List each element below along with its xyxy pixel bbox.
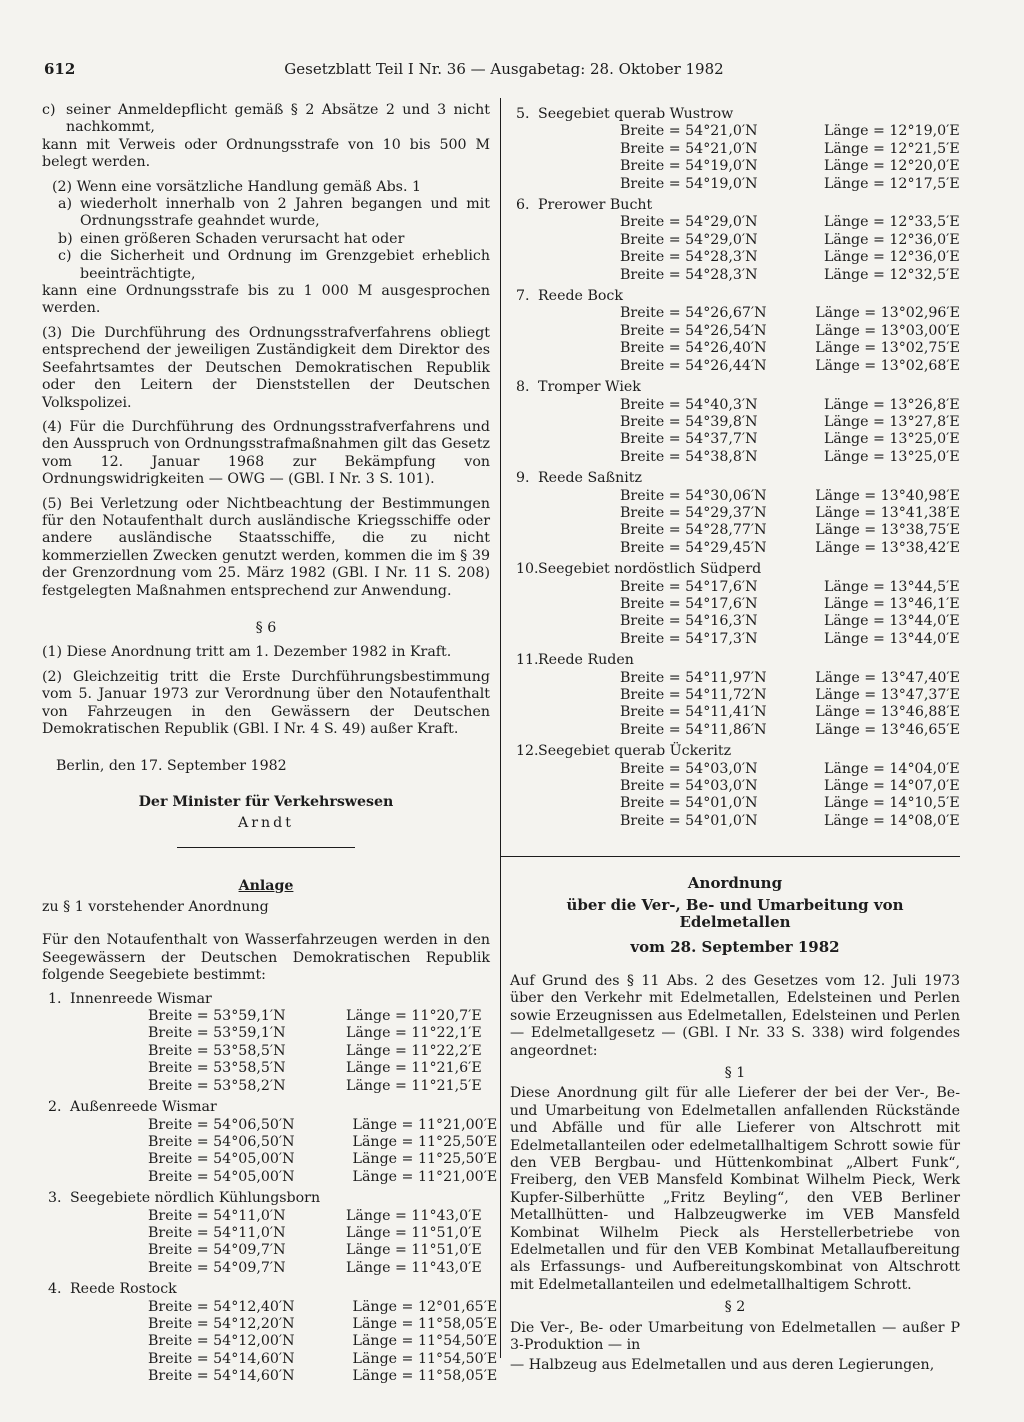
latitude-cell: Breite = 54°29,0′N bbox=[620, 231, 758, 248]
table-row bbox=[510, 761, 960, 778]
table-row bbox=[510, 323, 960, 340]
paragraph: Auf Grund des § 11 Abs. 2 des Gesetzes vom 12. Juli 1973 über den Verkehr mit Edelmetallen, Edelsteinen und Perlen sowie Erzeugnissen aus Edelmetallen, Edelsteinen und Perlen — Edelmetallgesetz — (GBl. I Nr. 33 S. 338) wird folgendes angeordnet: bbox=[510, 972, 960, 1059]
table-row bbox=[42, 1242, 490, 1259]
latitude-cell: Breite = 54°28,77′N bbox=[620, 522, 767, 539]
longitude-cell: Länge = 13°47,37′E bbox=[815, 687, 960, 703]
longitude-cell: Länge = 11°21,00′E bbox=[352, 1116, 498, 1133]
longitude-cell: Länge = 11°21,6′E bbox=[346, 1060, 482, 1077]
paragraph: kann mit Verweis oder Ordnungsstrafe von 10 bis 500 M belegt werden. bbox=[42, 136, 490, 171]
latitude-cell: Breite = 54°01,0′N bbox=[620, 795, 758, 812]
sea-area-name: Prerower Bucht bbox=[538, 197, 653, 214]
latitude-cell: Breite = 54°17,6′N bbox=[620, 595, 758, 612]
table-row bbox=[510, 631, 960, 648]
sea-area-number: 11. bbox=[516, 652, 539, 669]
longitude-cell: Länge = 11°25,50′E bbox=[352, 1151, 498, 1168]
page-number: 612 bbox=[44, 60, 76, 78]
anordnung-date: vom 28. September 1982 bbox=[630, 938, 840, 957]
table-row bbox=[510, 488, 960, 505]
latitude-cell: Breite = 54°11,86′N bbox=[620, 721, 767, 738]
place-date: Berlin, den 17. September 1982 bbox=[56, 758, 287, 775]
sea-area-name: Innenreede Wismar bbox=[70, 990, 212, 1007]
sea-area-title bbox=[510, 743, 960, 760]
longitude-cell: Länge = 12°20,0′E bbox=[824, 158, 960, 175]
table-row bbox=[510, 522, 960, 539]
table-row bbox=[42, 1351, 497, 1368]
longitude-cell: Länge = 14°07,0′E bbox=[824, 778, 960, 795]
longitude-cell: Länge = 13°03,00′E bbox=[815, 322, 960, 339]
table-row bbox=[510, 305, 960, 322]
longitude-cell: Länge = 13°27,8′E bbox=[824, 413, 960, 430]
latitude-cell: Breite = 54°11,0′N bbox=[148, 1207, 286, 1224]
sea-area-name: Reede Rostock bbox=[70, 1281, 177, 1298]
latitude-cell: Breite = 54°16,3′N bbox=[620, 613, 758, 630]
paragraph: (2) Gleichzeitig tritt die Erste Durchführungsbestimmung vom 5. Januar 1973 zur Verordnung über den Notaufenthalt von Fahrzeugen in den Gewässern der Deutschen Demokratischen Republik (GBl. I Nr. 4 S. 49) außer Kraft. bbox=[42, 668, 490, 737]
latitude-cell: Breite = 54°09,7′N bbox=[148, 1259, 286, 1276]
longitude-cell: Länge = 12°21,5′E bbox=[824, 140, 960, 157]
table-row bbox=[510, 123, 960, 140]
longitude-cell: Länge = 11°22,2′E bbox=[346, 1042, 482, 1059]
table-row bbox=[42, 1225, 490, 1242]
item-label: b) bbox=[58, 230, 73, 247]
coordinate-table bbox=[42, 1299, 497, 1386]
longitude-cell: Länge = 12°19,0′E bbox=[824, 123, 960, 140]
sea-area-title bbox=[510, 197, 960, 214]
longitude-cell: Länge = 13°25,0′E bbox=[824, 448, 960, 465]
sea-area-number: 5. bbox=[516, 106, 530, 122]
longitude-cell: Länge = 13°02,68′E bbox=[815, 357, 960, 374]
longitude-cell: Länge = 14°10,5′E bbox=[824, 795, 960, 812]
longitude-cell: Länge = 13°38,75′E bbox=[815, 522, 960, 539]
latitude-cell: Breite = 54°37,7′N bbox=[620, 431, 758, 448]
table-row bbox=[42, 1060, 490, 1077]
anordnung-title: Anordnung bbox=[687, 874, 783, 893]
table-row bbox=[510, 813, 960, 830]
table-row bbox=[510, 722, 960, 739]
section-heading: § 2 bbox=[724, 1299, 746, 1316]
latitude-cell: Breite = 54°17,3′N bbox=[620, 630, 758, 647]
sea-area-number: 10. bbox=[516, 561, 539, 578]
table-row bbox=[510, 579, 960, 596]
paragraph: (5) Bei Verletzung oder Nichtbeachtung der Bestimmungen für den Notaufenthalt durch ausländische Kriegsschiffe oder andere ausländische Staatsschiffe, die zu nicht kommerziellen Zwecken genutzt werden, kommen die im § 39 der Grenzordnung vom 25. März 1982 (GBl. I Nr. 11 S. 208) festgelegten Maßnahmen entsprechend zur Anwendung. bbox=[42, 495, 490, 599]
sea-area-name: Tromper Wiek bbox=[538, 379, 641, 396]
separator-rule bbox=[177, 847, 355, 848]
list-item bbox=[42, 196, 490, 231]
longitude-cell: Länge = 11°54,50′E bbox=[352, 1333, 498, 1350]
table-row bbox=[510, 540, 960, 557]
list-item: c) seiner Anmeldepflicht gemäß § 2 Absätze 2 und 3 nicht nachkommt, bbox=[42, 102, 490, 136]
longitude-cell: Länge = 13°02,75′E bbox=[815, 340, 960, 357]
sea-area-name: Seegebiet querab Wustrow bbox=[538, 106, 734, 122]
table-row bbox=[42, 1117, 497, 1134]
latitude-cell: Breite = 54°29,37′N bbox=[620, 504, 767, 521]
table-row bbox=[42, 1208, 490, 1225]
longitude-cell: Länge = 11°58,05′E bbox=[352, 1315, 498, 1332]
latitude-cell: Breite = 54°19,0′N bbox=[620, 158, 758, 175]
latitude-cell: Breite = 54°11,0′N bbox=[148, 1224, 286, 1241]
longitude-cell: Länge = 11°51,0′E bbox=[346, 1242, 482, 1259]
latitude-cell: Breite = 54°14,60′N bbox=[148, 1350, 295, 1367]
list-item: — Halbzeug aus Edelmetallen und aus deren Legierungen, bbox=[510, 1357, 935, 1374]
table-row bbox=[42, 1134, 497, 1151]
sea-area-name: Seegebiet nordöstlich Südperd bbox=[538, 561, 762, 578]
table-row bbox=[42, 1025, 490, 1042]
table-row bbox=[510, 596, 960, 613]
sea-area-title bbox=[42, 1281, 490, 1298]
item-text: die Sicherheit und Ordnung im Grenzgebiet erheblich beeinträchtigte, bbox=[80, 248, 490, 282]
section-heading: § 1 bbox=[724, 1064, 746, 1081]
areas-list-left bbox=[42, 990, 498, 1386]
para2-items bbox=[42, 196, 490, 283]
latitude-cell: Breite = 54°26,67′N bbox=[620, 305, 767, 322]
sea-area-number: 2. bbox=[48, 1099, 62, 1116]
sea-area-title bbox=[42, 1099, 490, 1116]
table-row bbox=[510, 232, 960, 249]
table-row bbox=[42, 1368, 497, 1385]
table-row bbox=[510, 141, 960, 158]
longitude-cell: Länge = 13°26,8′E bbox=[824, 396, 960, 413]
sea-area-number: 7. bbox=[516, 288, 530, 305]
coordinate-table bbox=[42, 1008, 490, 1095]
item-text: wiederholt innerhalb von 2 Jahren begangen und mit Ordnungsstrafe geahndet wurde, bbox=[80, 196, 490, 230]
sea-area-number: 12. bbox=[516, 743, 539, 760]
coordinate-table bbox=[42, 1208, 490, 1278]
sea-area-title bbox=[42, 991, 490, 1008]
longitude-cell: Länge = 12°01,65′E bbox=[352, 1298, 498, 1315]
longitude-cell: Länge = 13°02,96′E bbox=[815, 305, 960, 322]
sea-area-name: Seegebiet querab Ückeritz bbox=[538, 743, 732, 760]
coordinate-table bbox=[510, 123, 960, 193]
table-row bbox=[510, 704, 960, 721]
sea-area-title bbox=[510, 379, 960, 396]
item-text: einen größeren Schaden verursacht hat oder bbox=[80, 230, 405, 247]
paragraph: (2) Wenn eine vorsätzliche Handlung gemäß Abs. 1 bbox=[52, 178, 421, 195]
longitude-cell: Länge = 13°38,42′E bbox=[815, 539, 960, 556]
sea-area-number: 6. bbox=[516, 197, 530, 214]
paragraph: (1) Diese Anordnung tritt am 1. Dezember 1982 in Kraft. bbox=[42, 644, 452, 661]
latitude-cell: Breite = 54°30,06′N bbox=[620, 487, 767, 504]
longitude-cell: Länge = 11°58,05′E bbox=[352, 1368, 498, 1385]
latitude-cell: Breite = 54°26,54′N bbox=[620, 322, 767, 339]
latitude-cell: Breite = 53°59,1′N bbox=[148, 1025, 286, 1042]
latitude-cell: Breite = 54°12,00′N bbox=[148, 1333, 295, 1350]
latitude-cell: Breite = 54°28,3′N bbox=[620, 266, 758, 283]
paragraph: kann eine Ordnungsstrafe bis zu 1 000 M ausgesprochen werden. bbox=[42, 283, 490, 317]
table-row bbox=[42, 1151, 497, 1168]
table-row bbox=[510, 214, 960, 231]
longitude-cell: Länge = 11°43,0′E bbox=[346, 1259, 482, 1276]
sea-area-name: Reede Ruden bbox=[538, 652, 634, 669]
longitude-cell: Länge = 13°46,65′E bbox=[815, 721, 960, 738]
latitude-cell: Breite = 54°05,00′N bbox=[148, 1151, 295, 1168]
longitude-cell: Länge = 13°46,1′E bbox=[824, 595, 960, 612]
latitude-cell: Breite = 54°29,0′N bbox=[620, 214, 758, 231]
list-item bbox=[42, 231, 490, 248]
table-row bbox=[510, 670, 960, 687]
latitude-cell: Breite = 54°26,40′N bbox=[620, 340, 767, 357]
table-row bbox=[510, 267, 960, 284]
table-row bbox=[42, 1078, 490, 1095]
sea-area-title bbox=[510, 106, 960, 123]
longitude-cell: Länge = 13°46,88′E bbox=[815, 704, 960, 721]
longitude-cell: Länge = 13°44,5′E bbox=[824, 578, 960, 595]
sea-area-number: 4. bbox=[48, 1281, 62, 1298]
table-row bbox=[510, 613, 960, 630]
areas-list-right bbox=[510, 106, 960, 830]
column-divider bbox=[500, 98, 501, 1358]
latitude-cell: Breite = 54°11,72′N bbox=[620, 687, 767, 703]
table-row bbox=[510, 687, 960, 704]
latitude-cell: Breite = 53°58,2′N bbox=[148, 1077, 286, 1094]
sea-area-title bbox=[510, 561, 960, 578]
latitude-cell: Breite = 54°01,0′N bbox=[620, 812, 758, 829]
sea-area-number: 9. bbox=[516, 470, 530, 487]
table-row bbox=[42, 1043, 490, 1060]
coordinate-table bbox=[510, 397, 960, 467]
right-column bbox=[510, 102, 960, 1375]
latitude-cell: Breite = 54°17,6′N bbox=[620, 578, 758, 595]
longitude-cell: Länge = 13°47,40′E bbox=[815, 669, 960, 686]
longitude-cell: Länge = 12°32,5′E bbox=[824, 266, 960, 283]
latitude-cell: Breite = 54°11,41′N bbox=[620, 704, 767, 721]
longitude-cell: Länge = 11°21,00′E bbox=[352, 1168, 498, 1185]
table-row bbox=[510, 176, 960, 193]
table-row bbox=[510, 358, 960, 375]
table-row bbox=[42, 1333, 497, 1350]
sea-area-title bbox=[42, 1190, 490, 1207]
coordinate-table bbox=[510, 670, 960, 740]
longitude-cell: Länge = 11°51,0′E bbox=[346, 1224, 482, 1241]
table-row bbox=[510, 795, 960, 812]
table-row bbox=[510, 449, 960, 466]
sea-area-name: Reede Bock bbox=[538, 288, 623, 305]
longitude-cell: Länge = 12°17,5′E bbox=[824, 175, 960, 192]
table-row bbox=[42, 1260, 490, 1277]
table-row bbox=[510, 778, 960, 795]
latitude-cell: Breite = 54°03,0′N bbox=[620, 778, 758, 795]
paragraph: (3) Die Durchführung des Ordnungsstrafverfahrens obliegt entsprechend der jeweiligen Zuständigkeit dem Direktor des Seefahrtsamtes der Deutschen Demokratischen Republik oder den Leitern der Dienststellen der Deutschen Volkspolizei. bbox=[42, 324, 490, 411]
latitude-cell: Breite = 53°58,5′N bbox=[148, 1060, 286, 1077]
latitude-cell: Breite = 54°06,50′N bbox=[148, 1133, 295, 1150]
longitude-cell: Länge = 12°36,0′E bbox=[824, 231, 960, 248]
latitude-cell: Breite = 54°19,0′N bbox=[620, 175, 758, 192]
longitude-cell: Länge = 13°40,98′E bbox=[815, 487, 960, 504]
latitude-cell: Breite = 54°14,60′N bbox=[148, 1368, 295, 1385]
table-row bbox=[510, 397, 960, 414]
latitude-cell: Breite = 54°05,00′N bbox=[148, 1168, 295, 1185]
longitude-cell: Länge = 11°54,50′E bbox=[352, 1350, 498, 1367]
coordinate-table bbox=[510, 214, 960, 284]
latitude-cell: Breite = 54°21,0′N bbox=[620, 140, 758, 157]
longitude-cell: Länge = 14°08,0′E bbox=[824, 812, 960, 829]
longitude-cell: Länge = 13°44,0′E bbox=[824, 613, 960, 630]
anordnung-subtitle: über die Ver-, Be- und Umarbeitung von Edelmetallen bbox=[566, 895, 904, 932]
longitude-cell: Länge = 13°41,38′E bbox=[815, 504, 960, 521]
table-row bbox=[510, 340, 960, 357]
latitude-cell: Breite = 54°09,7′N bbox=[148, 1242, 286, 1259]
paragraph: (4) Für die Durchführung des Ordnungsstrafverfahrens und den Ausspruch von Ordnungsstrafmaßnahmen gilt das Gesetz vom 12. Januar 1968 zur Bekämpfung von Ordnungswidrigkeiten — OWG — (GBl. I Nr. 3 S. 101). bbox=[42, 418, 490, 488]
coordinate-table bbox=[42, 1117, 497, 1187]
latitude-cell: Breite = 54°38,8′N bbox=[620, 448, 758, 465]
sea-area-title bbox=[510, 652, 960, 669]
longitude-cell: Länge = 11°21,5′E bbox=[346, 1077, 482, 1094]
latitude-cell: Breite = 54°40,3′N bbox=[620, 396, 758, 413]
longitude-cell: Länge = 11°43,0′E bbox=[346, 1207, 482, 1224]
latitude-cell: Breite = 54°06,50′N bbox=[148, 1116, 295, 1133]
item-label: c) bbox=[58, 248, 72, 265]
latitude-cell: Breite = 54°26,44′N bbox=[620, 357, 767, 374]
anlage-subtitle: zu § 1 vorstehender Anordnung bbox=[42, 899, 269, 916]
longitude-cell: Länge = 11°20,7′E bbox=[346, 1008, 482, 1025]
table-row bbox=[42, 1008, 490, 1025]
table-row bbox=[510, 414, 960, 431]
gazette-title: Gesetzblatt Teil I Nr. 36 — Ausgabetag: 28. Oktober 1982 bbox=[284, 60, 724, 78]
longitude-cell: Länge = 13°44,0′E bbox=[824, 630, 960, 647]
item-label: a) bbox=[58, 196, 72, 213]
latitude-cell: Breite = 53°58,5′N bbox=[148, 1042, 286, 1059]
latitude-cell: Breite = 54°03,0′N bbox=[620, 760, 758, 777]
anlage-title: Anlage bbox=[238, 877, 294, 894]
list-item bbox=[42, 248, 490, 283]
sea-area-number: 3. bbox=[48, 1190, 62, 1207]
page-header bbox=[44, 60, 964, 86]
coordinate-table bbox=[510, 761, 960, 831]
sea-area-name: Außenreede Wismar bbox=[70, 1099, 217, 1116]
latitude-cell: Breite = 54°28,3′N bbox=[620, 249, 758, 266]
latitude-cell: Breite = 54°12,20′N bbox=[148, 1315, 295, 1332]
longitude-cell: Länge = 12°36,0′E bbox=[824, 249, 960, 266]
coordinate-table bbox=[510, 305, 960, 375]
longitude-cell: Länge = 14°04,0′E bbox=[824, 760, 960, 777]
left-column bbox=[42, 102, 498, 1386]
longitude-cell: Länge = 12°33,5′E bbox=[824, 214, 960, 231]
section-heading: § 6 bbox=[255, 619, 277, 636]
sea-area-number: 1. bbox=[48, 990, 62, 1007]
coordinate-table bbox=[510, 488, 960, 558]
minister-name: Arndt bbox=[238, 815, 294, 832]
latitude-cell: Breite = 54°21,0′N bbox=[620, 123, 758, 140]
table-row bbox=[42, 1316, 497, 1333]
sea-area-title bbox=[510, 470, 960, 487]
table-row bbox=[510, 249, 960, 266]
separator-rule bbox=[500, 856, 960, 857]
minister-title: Der Minister für Verkehrswesen bbox=[138, 793, 394, 810]
sea-area-title bbox=[510, 288, 960, 305]
sea-area-name: Seegebiete nördlich Kühlungsborn bbox=[70, 1190, 321, 1207]
table-row bbox=[510, 505, 960, 522]
paragraph: Diese Anordnung gilt für alle Lieferer der bei der Ver-, Be- und Umarbeitung von Edelmetallen anfallenden Rückstände und Abfälle und für alle Lieferer von Altschrott mit Edelmetallanteilen oder edelmetallhaltigem Schrott sowie für den VEB Bergbau- und Hüttenkombinat „Albert Funk“, Freiberg, den VEB Mansfeld Kombinat Wilhelm Pieck, Werk Kupfer-Silberhütte „Fritz Beyling“, den VEB Berliner Metallhütten- und Halbzeugwerke im VEB Mansfeld Kombinat Wilhelm Pieck als Herstellerbetriebe von Edelmetallen und für den VEB Kombinat Metallaufbereitung als Erfassungs- und Aufbereitungskombinat von Altschrott mit Edelmetallanteilen und edelmetallhaltigem Schrott. bbox=[510, 1085, 960, 1293]
latitude-cell: Breite = 54°12,40′N bbox=[148, 1298, 295, 1315]
latitude-cell: Breite = 54°29,45′N bbox=[620, 539, 767, 556]
sea-area-number: 8. bbox=[516, 379, 530, 396]
sea-area-name: Reede Saßnitz bbox=[538, 470, 642, 487]
paragraph: Die Ver-, Be- oder Umarbeitung von Edelmetallen — außer P 3-Produktion — in bbox=[510, 1319, 960, 1353]
latitude-cell: Breite = 54°39,8′N bbox=[620, 413, 758, 430]
longitude-cell: Länge = 11°22,1′E bbox=[346, 1025, 482, 1042]
longitude-cell: Länge = 11°25,50′E bbox=[352, 1133, 498, 1150]
latitude-cell: Breite = 53°59,1′N bbox=[148, 1008, 286, 1025]
longitude-cell: Länge = 13°25,0′E bbox=[824, 431, 960, 448]
table-row bbox=[510, 158, 960, 175]
table-row bbox=[42, 1299, 497, 1316]
latitude-cell: Breite = 54°11,97′N bbox=[620, 669, 767, 686]
table-row bbox=[510, 431, 960, 448]
coordinate-table bbox=[510, 579, 960, 649]
anlage-intro: Für den Notaufenthalt von Wasserfahrzeugen werden in den Seegewässern der Deutschen Demokratischen Republik folgende Seegebiete bestimmt: bbox=[42, 932, 490, 984]
table-row bbox=[42, 1169, 497, 1186]
